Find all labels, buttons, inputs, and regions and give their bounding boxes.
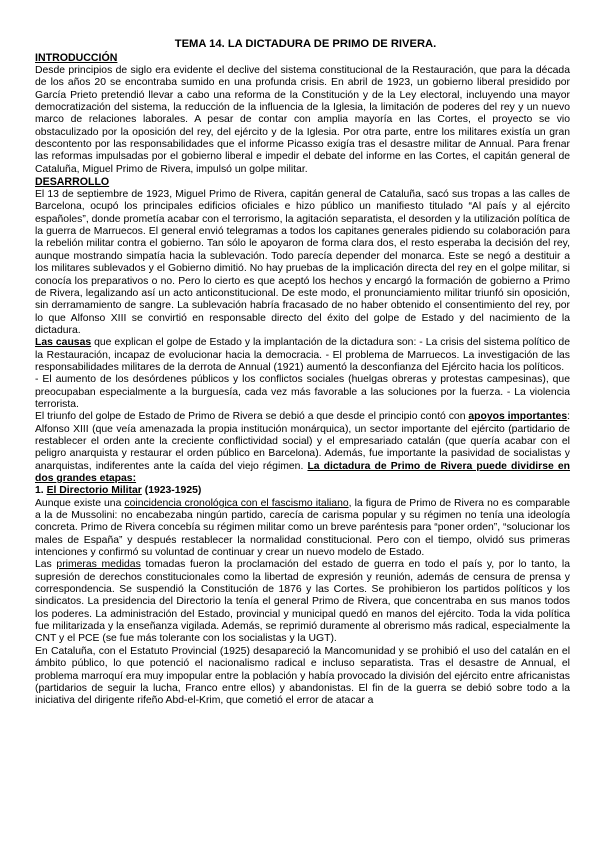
causes-term: Las causas [35,337,92,349]
stages-text: La dictadura de Primo de Rivera puede dividirse en dos grandes etapas: [35,460,571,484]
document-title: TEMA 14. LA DICTADURA DE PRIMO DE RIVERA. [174,38,437,50]
directorio-paragraph-1 [35,498,570,560]
causes-paragraph-2: - El aumento de los desórdenes públicos y los conflictos sociales (huelgas obreras y protestas campesinas), que preocupaban especialmente a la burguesía, cada vez más favorable a las soluciones por la fuerza. - La violencia terrorista. [35,374,570,410]
support-term: apoyos importantes [468,411,568,423]
directorio-p2-start: Las [35,559,57,571]
support-paragraph [35,411,570,485]
directorio-title: El Directorio Militar [46,485,142,497]
directorio-paragraph-3: En Cataluña, con el Estatuto Provincial (1925) desapareció la Mancomunidad y se prohibió el uso del catalán en el ámbito público, lo que potenció el nacionalismo radical e incluso separatista. Tras el desastre de Annual, el problema marroquí era muy impopular entre la población y había provocado la división del ejército entre africanistas (partidarios de seguir la lucha, Franco entre ellos) y abandonistas. El fin de la guerra se debió sobre todo a la iniciativa del dirigente rifeño Abd-el-Krim, que cometió el error de atacar a [35,645,570,707]
fascism-term: coincidencia cronológica con el fascismo italiano [124,497,349,509]
first-measures-term: primeras medidas [56,559,141,571]
directorio-p1-start: Aunque existe una [35,497,125,509]
directorio-p1-rest: , la figura de Primo de Rivera no es comparable a la de Mussolini: no encabezaba ningún partido, carecía de carisma popular y su régimen no tenía una ideología concreta. Primo de Rivera concebía su régimen militar como un breve paréntesis para “poner orden”, “solucionar los males de España” y después restablecer la normalidad constitucional. Pero con el tiempo, olvidó sus primeras intenciones y confirmó su voluntad de continuar y crear un nuevo modelo de Estado. [35,497,571,559]
causes-text: que explican el golpe de Estado y la implantación de la dictadura son: - La crisis del sistema político de la Restauración, incapaz de evolucionar hacia la democracia. - El problema de Marruecos. La investigación de las responsabilidades militares de la derrota de Annual (1921) aumentó la desconfianza del Ejército hacia los políticos. [35,337,570,373]
intro-paragraph: Desde principios de siglo era evidente el declive del sistema constitucional de la Restauración, que para la década de los años 20 se encontraba sumido en una profunda crisis. En abril de 1923, un gobierno liberal presidido por García Prieto pretendió llevar a cabo una reforma de la Constitución y de la Ley electoral, incluyendo una mayor democratización del sistema, la reducción de la influencia de la Iglesia, la limitación de poderes del rey y un nuevo marco de relaciones laborales. A pesar de contar con amplia mayoría en las Cortes, el proyecto se vio obstaculizado por la oposición del rey, del ejército y de la Iglesia. Por otra parte, entre los militares existía un gran descontento por las responsabilidades que el informe Picasso exigía tras el desastre militar de Annual. Para frenar las reformas impulsadas por el gobierno liberal e impedir el debate del informe en las Cortes, el capitán general de Cataluña, Miguel Primo de Rivera, impulsó un golpe militar. [35,65,570,175]
causes-paragraph [35,337,570,374]
support-intro: El triunfo del golpe de Estado de Primo de Rivera se debió a que desde el principio contó con [35,411,469,423]
support-text: : Alfonso XIII (que veía amenazada la propia institución monárquica), un sector importante del ejército (partidario de restablecer el orden ante la creciente conflictividad social) y el empresariado catalán (que quería acabar con el peligro anarquista y restaurar el orden público en Barcelona). Además, fue importante la pasividad de socialistas y anarquistas, indiferentes ante la caída del viejo régimen. [35,411,571,472]
development-paragraph: El 13 de septiembre de 1923, Miguel Primo de Rivera, capitán general de Cataluña, sacó sus tropas a las calles de Barcelona, ocupó los principales edificios oficiales e hizo público un manifiesto titulado “Al país y al ejército españoles”, donde prometía acabar con el terrorismo, la agitación separatista, el desorden y la utilización política de la guerra de Marruecos. El general envió telegramas a todos los capitanes generales pidiendo su colaboración para la rebelión militar contra el gobierno. Tan sólo le apoyaron de forma clara dos, el resto esperaba la decisión del rey, aunque mostrando simpatía hacia la sublevación. Todo parecía depender del monarca. Este se negó a destituir a los militares sublevados y el Gobierno dimitió. No hay pruebas de la implicación directa del rey en el golpe militar, si conocía los preparativos o no. Pero lo cierto es que aceptó los hechos y encargó la formación de gobierno a Primo de Rivera, legalizando así un acto anticonstitucional. De este modo, el pronunciamiento militar triunfó sin oposición, sin derramamiento de sangre. La sublevación habría fracasado de no haber obtenido el consentimiento del rey, por lo que Alfonso XIII se convirtió en responsable directo del éxito del golpe de Estado y del nacimiento de la dictadura. [35,189,570,336]
directorio-heading [35,485,570,497]
intro-heading: INTRODUCCIÓN [35,52,118,64]
directorio-years: (1923-1925) [141,485,202,497]
development-heading: DESARROLLO [35,176,110,189]
directorio-paragraph-2 [35,559,570,645]
directorio-p2-rest: tomadas fueron la proclamación del estado de guerra en todo el país y, por lo tanto, la supresión de derechos constitucionales como la libertad de expresión y reunión, además de censura de prensa y correspondencia. Se suspendió la Constitución de 1876 y las Cortes. Se prohibieron los partidos políticos y los sindicatos. La presidencia del Directorio la tenía el general Primo de Rivera, que concentraba en sus manos todos los poderes. La administración del Estado, provincial y municipal quedó en manos del ejército. Toda la vida política fue militarizada y la enseñanza vigilada. Además, se reprimió duramente al obrerismo más radical, especialmente la CNT y el PCE (se fue más tolerante con los socialistas y la UGT). [35,559,570,645]
directorio-number: 1. [35,485,47,497]
